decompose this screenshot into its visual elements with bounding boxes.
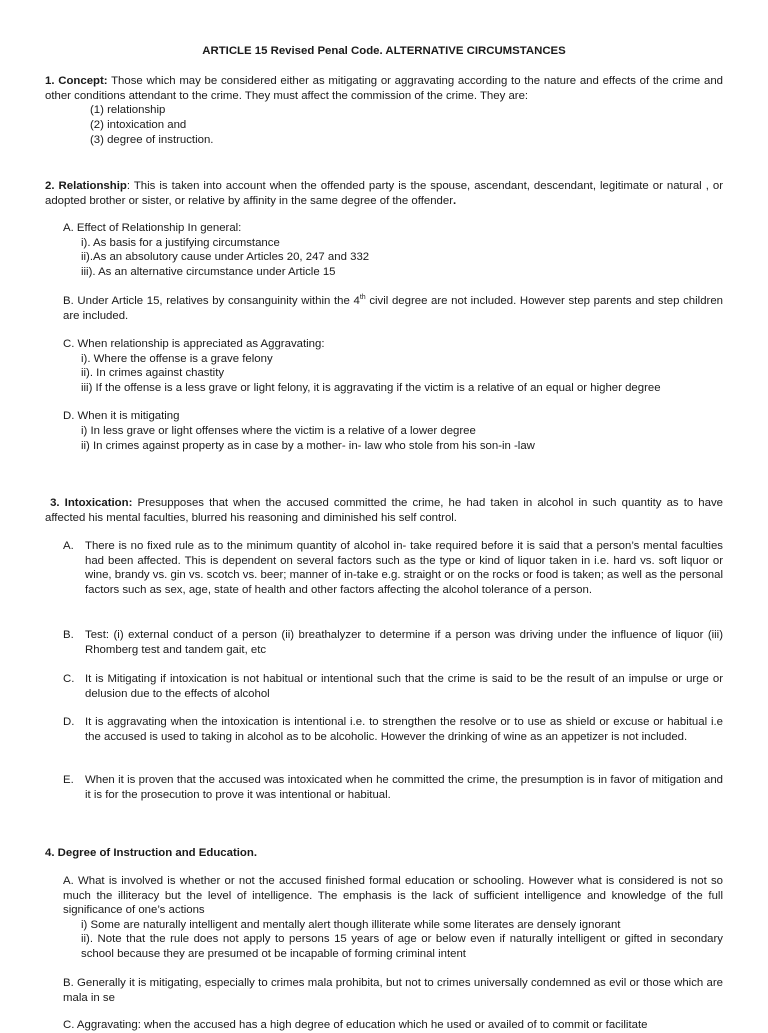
- intoxication-heading: 3. Intoxication:: [50, 497, 133, 509]
- relationship-b-paragraph: B. Under Article 15, relatives by consanguinity within the 4th civil degree are not included. However step parents and step children are included.: [63, 294, 723, 322]
- instruction-c-paragraph: C. Aggravating: when the accused has a high degree of education which he used or availed of to commit or facilitate: [63, 1019, 648, 1031]
- relationship-d-item: i) In less grave or light offenses where the victim is a relative of a lower degree: [81, 425, 476, 437]
- concept-item-3: (3) degree of instruction.: [90, 134, 214, 146]
- relationship-a-title: A. Effect of Relationship In general:: [63, 222, 242, 234]
- intoxication-item-text: It is aggravating when the intoxication is intentional i.e. to strengthen the resolve or to use as shield or excuse or habitual i.e the accused is used to taking in alcohol as to be alcoholic. However the drinking of wine as an appetizer is not included.: [85, 716, 723, 743]
- relationship-d-title: D. When it is mitigating: [63, 410, 180, 422]
- concept-heading: 1. Concept:: [45, 75, 108, 87]
- intoxication-item-text: When it is proven that the accused was intoxicated when he committed the crime, the presumption is in favor of mitigation and it is for the prosecution to prove it was intentional or habitual.: [85, 774, 723, 801]
- relationship-a-item: ii).As an absolutory cause under Articles 20, 247 and 332: [81, 251, 370, 263]
- instruction-a-item: ii). Note that the rule does not apply to persons 15 years of age or below even if naturally intelligent or gifted in secondary school because they are presumed ot be incapable of forming criminal intent: [81, 933, 723, 960]
- instruction-b-paragraph: B. Generally it is mitigating, especially to crimes mala prohibita, but not to crimes universally condemned as evil or those which are mala in se: [63, 977, 723, 1004]
- instruction-a-paragraph: A. What is involved is whether or not the accused finished formal education or schooling. However what is considered is not so much the illiteracy but the level of intelligence. The emphasis is the lack of sufficient intelligence and knowledge of the full significance of one’s actions: [63, 875, 723, 917]
- intoxication-item-label: B.: [63, 629, 74, 641]
- instruction-heading: 4. Degree of Instruction and Education.: [45, 847, 258, 859]
- intoxication-item-label: A.: [63, 540, 74, 552]
- concept-item-1: (1) relationship: [90, 104, 166, 116]
- intoxication-text: Presupposes that when the accused committed the crime, he had taken in alcohol in such quantity as to have affected his mental faculties, blurred his reasoning and diminished his self control.: [45, 497, 724, 524]
- intoxication-item-text: There is no fixed rule as to the minimum quantity of alcohol in- take required before it is said that a person’s mental faculties had been affected. This is dependent on several factors such as the type or kind of liquor taken in i.e. hard vs. soft liquor or wine, brandy vs. gin vs. scotch vs. beer; manner of in-take e.g. straight or on the rocks or food is taken; as well as the personal factors such as sex, age, state of health and other factors affecting the alcohol tolerance of a person.: [85, 540, 723, 596]
- instruction-a-item: i) Some are naturally intelligent and mentally alert though illiterate while some literates are densely ignorant: [81, 919, 621, 931]
- intoxication-item-text: It is Mitigating if intoxication is not habitual or intentional such that the crime is said to be the result of an impulse or urge or delusion due to the effects of alcohol: [85, 673, 723, 700]
- concept-paragraph: [45, 74, 723, 103]
- relationship-a-item: iii). As an alternative circumstance under Article 15: [81, 266, 336, 278]
- document-title: ARTICLE 15 Revised Penal Code. ALTERNATIVE CIRCUMSTANCES: [202, 45, 566, 57]
- relationship-c-item: ii). In crimes against chastity: [81, 367, 225, 379]
- relationship-text: : This is taken into account when the offended party is the spouse, ascendant, descendant, legitimate or natural , or adopted brother or sister, or relative by affinity in the same degree of the offender: [45, 180, 723, 207]
- intoxication-item-text: Test: (i) external conduct of a person (ii) breathalyzer to determine if a person was driving under the influence of liquor (iii) Rhomberg test and tandem gait, etc: [85, 629, 723, 656]
- relationship-c-title: C. When relationship is appreciated as Aggravating:: [63, 338, 325, 350]
- relationship-c-item: iii) If the offense is a less grave or light felony, it is aggravating if the victim is a relative of an equal or higher degree: [81, 382, 661, 394]
- intoxication-item-label: D.: [63, 716, 75, 728]
- concept-item-2: (2) intoxication and: [90, 119, 187, 131]
- intoxication-item-label: C.: [63, 673, 75, 685]
- relationship-heading: 2. Relationship: [45, 180, 127, 192]
- intoxication-paragraph: [45, 496, 723, 525]
- concept-text: Those which may be considered either as mitigating or aggravating according to the nature and effects of the crime and other conditions attendant to the crime. They must affect the commission of the crime. They are:: [45, 75, 723, 102]
- relationship-d-item: ii) In crimes against property as in case by a mother- in- law who stole from his son-in -law: [81, 440, 535, 452]
- relationship-paragraph: 2. Relationship: This is taken into account when the offended party is the spouse, ascendant, descendant, legitimate or natural , or adopted brother or sister, or relative by affinity in the same degree of the offender.: [45, 180, 723, 207]
- relationship-a-item: i). As basis for a justifying circumstance: [81, 237, 280, 249]
- relationship-c-item: i). Where the offense is a grave felony: [81, 353, 273, 365]
- intoxication-item-label: E.: [63, 774, 74, 786]
